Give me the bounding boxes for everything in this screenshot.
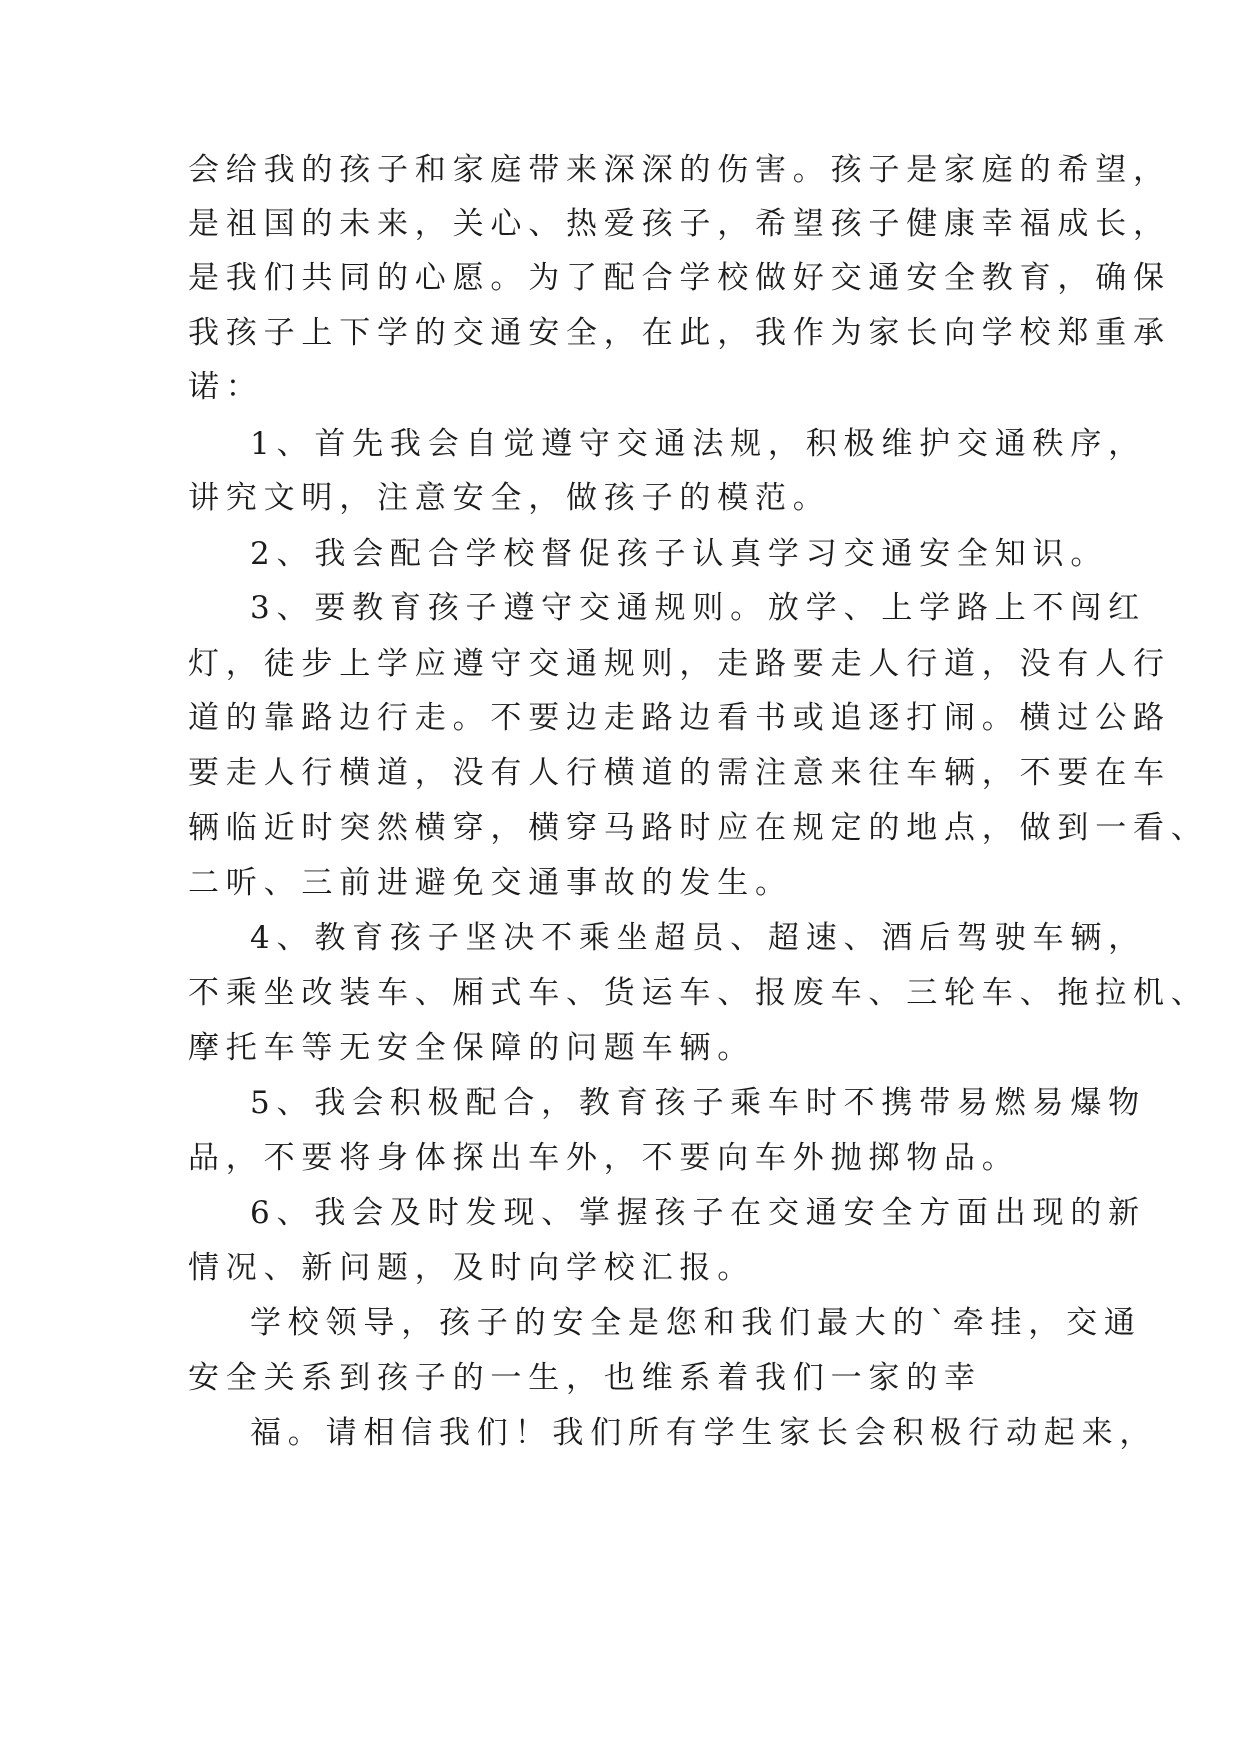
text-line: 是祖国的未来，关心、热爱孩子，希望孩子健康幸福成长， bbox=[188, 206, 1171, 242]
text-line: 道的靠路边行走。不要边走路边看书或追逐打闹。横过公路 bbox=[188, 700, 1171, 736]
text-line: 安全关系到孩子的一生，也维系着我们一家的幸 bbox=[188, 1360, 982, 1396]
text-line: 会给我的孩子和家庭带来深深的伤害。孩子是家庭的希望， bbox=[188, 152, 1171, 188]
text-line: 要走人行横道，没有人行横道的需注意来往车辆，不要在车 bbox=[188, 755, 1171, 791]
list-item-1: 1、首先我会自觉遵守交通法规，积极维护交通秩序， bbox=[250, 426, 1146, 462]
text-line: 诺： bbox=[188, 369, 264, 405]
closing-paragraph: 学校领导，孩子的安全是您和我们最大的`牵挂，交通 bbox=[250, 1305, 1142, 1341]
text-line: 品，不要将身体探出车外，不要向车外抛掷物品。 bbox=[188, 1140, 1020, 1176]
text-line: 是我们共同的心愿。为了配合学校做好交通安全教育，确保 bbox=[188, 260, 1171, 296]
text-line: 不乘坐改装车、厢式车、货运车、报废车、三轮车、拖拉机、 bbox=[188, 975, 1209, 1011]
text-line: 讲究文明，注意安全，做孩子的模范。 bbox=[188, 480, 831, 516]
list-item-4: 4、教育孩子坚决不乘坐超员、超速、酒后驾驶车辆， bbox=[250, 920, 1146, 956]
text-line: 灯，徒步上学应遵守交通规则，走路要走人行道，没有人行 bbox=[188, 646, 1171, 682]
text-line: 情况、新问题，及时向学校汇报。 bbox=[188, 1250, 755, 1286]
text-line: 福。请相信我们！我们所有学生家长会积极行动起来， bbox=[250, 1415, 1158, 1451]
list-item-3: 3、要教育孩子遵守交通规则。放学、上学路上不闯红 bbox=[250, 590, 1146, 626]
list-item-2: 2、我会配合学校督促孩子认真学习交通安全知识。 bbox=[250, 536, 1109, 572]
text-line: 二听、三前进避免交通事故的发生。 bbox=[188, 865, 793, 901]
text-line: 辆临近时突然横穿，横穿马路时应在规定的地点，做到一看、 bbox=[188, 810, 1209, 846]
text-line: 摩托车等无安全保障的问题车辆。 bbox=[188, 1030, 755, 1066]
list-item-5: 5、我会积极配合，教育孩子乘车时不携带易燃易爆物 bbox=[250, 1085, 1146, 1121]
text-line: 我孩子上下学的交通安全，在此，我作为家长向学校郑重承 bbox=[188, 315, 1171, 351]
list-item-6: 6、我会及时发现、掌握孩子在交通安全方面出现的新 bbox=[250, 1195, 1146, 1231]
